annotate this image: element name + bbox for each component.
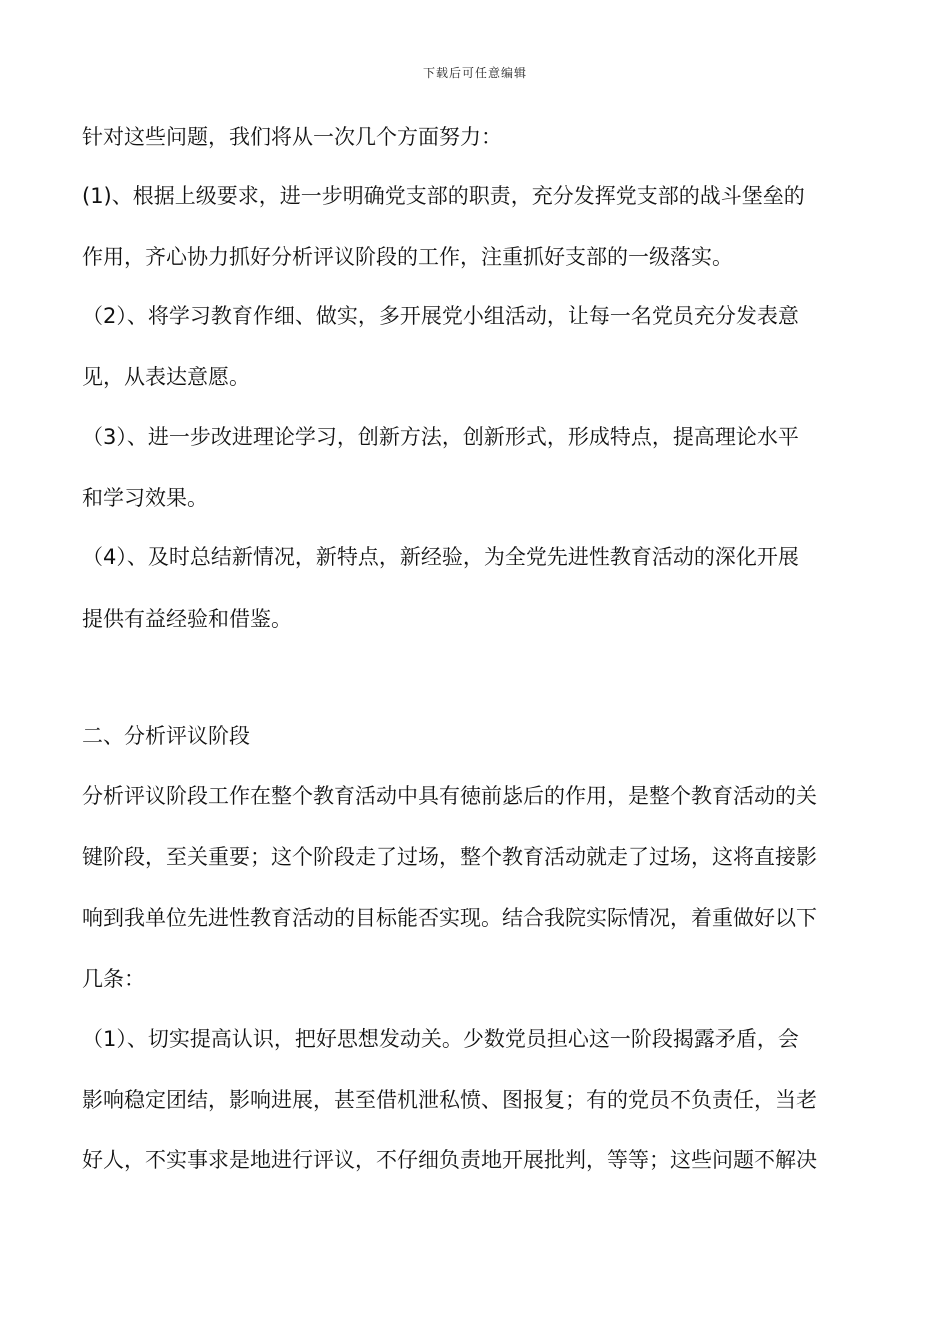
text-line: 几条： <box>82 967 145 991</box>
text-line: （1）、切实提高认识，把好思想发动关。少数党员担心这一阶段揭露矛盾，会 <box>82 1027 799 1051</box>
text-line: （4）、及时总结新情况，新特点，新经验，为全党先进性教育活动的深化开展 <box>82 545 799 569</box>
page-header: 下载后可任意编辑 <box>422 66 527 80</box>
text-line: (1)、根据上级要求，进一步明确党支部的职责，充分发挥党支部的战斗堡垒的 <box>82 184 805 208</box>
text-line: （2）、将学习教育作细、做实，多开展党小组活动，让每一名党员充分发表意 <box>82 304 799 328</box>
text-line: 分析评议阶段工作在整个教育活动中具有徳前毖后的作用，是整个教育活动的关 <box>82 784 817 808</box>
text-line: 响到我单位先进性教育活动的目标能否实现。结合我院实际情况，着重做好以下 <box>82 906 817 930</box>
text-line: （3）、进一步改进理论学习，创新方法，创新形式，形成特点，提高理论水平 <box>82 425 799 449</box>
text-line: 键阶段，至关重要；这个阶段走了过场，整个教育活动就走了过场，这将直接影 <box>82 845 817 869</box>
text-line: 好人，不实事求是地进行评议，不仔细负责地开展批判，等等；这些问题不解决 <box>82 1148 817 1172</box>
section-heading: 二、分析评议阶段 <box>82 724 250 748</box>
text-line: 见，从表达意愿。 <box>82 365 250 389</box>
text-line: 作用，齐心协力抓好分析评议阶段的工作，注重抓好支部的一级落实。 <box>82 245 733 269</box>
text-line: 针对这些问题，我们将从一次几个方面努力： <box>82 125 502 149</box>
text-line: 影响稳定团结，影响进展，甚至借机泄私愤、图报复；有的党员不负责任，当老 <box>82 1088 817 1112</box>
text-line: 和学习效果。 <box>82 486 208 510</box>
text-line: 提供有益经验和借鉴。 <box>82 607 292 631</box>
